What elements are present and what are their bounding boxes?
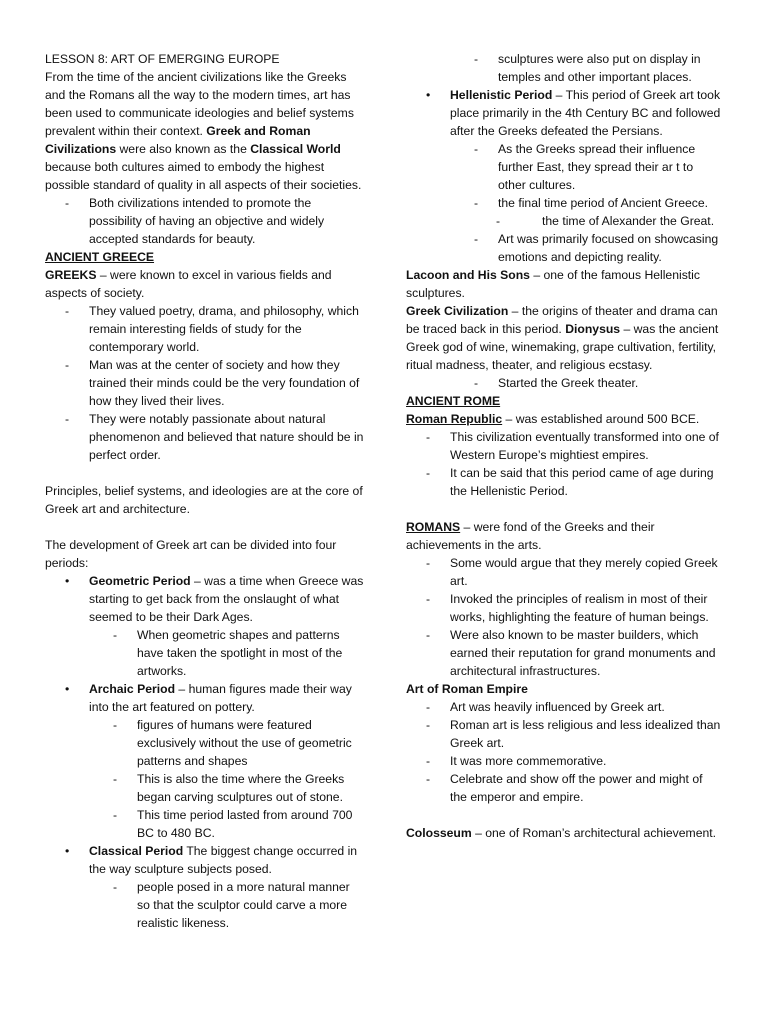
- archaic-period: • Archaic Period – human figures made their way into the art featured on pottery.: [45, 680, 365, 716]
- archaic-point: - This is also the time where the Greeks began carving sculptures out of stone.: [45, 770, 365, 806]
- intro-paragraph: From the time of the ancient civilizations like the Greeks and the Romans all the way to the modern times, art has been used to communicate ideologies and belief systems prevalent within their context. Greek and Roman Civilizations were also known as the Classical World because both cultures aimed to embody the highest possible standard of quality in all aspects of their societies.: [45, 70, 362, 192]
- roman-empire-heading: Art of Roman Empire: [406, 682, 528, 696]
- empire-point: - Roman art is less religious and less idealized than Greek art.: [406, 716, 722, 752]
- romans-definition: ROMANS – were fond of the Greeks and their achievements in the arts.: [406, 520, 655, 552]
- archaic-point: - This time period lasted from around 700 BC to 480 BC.: [45, 806, 365, 842]
- empire-point: - Celebrate and show off the power and might of the emperor and empire.: [406, 770, 722, 806]
- romans-point: - Were also known to be master builders, which earned their reputation for grand monuments and architectural infrastructures.: [406, 626, 722, 680]
- lacoon-definition: Lacoon and His Sons – one of the famous Hellenistic sculptures.: [406, 268, 700, 300]
- ancient-rome-heading: ANCIENT ROME: [406, 394, 501, 408]
- empire-point: - It was more commemorative.: [406, 752, 722, 770]
- republic-point: - It can be said that this period came of age during the Hellenistic Period.: [406, 464, 722, 500]
- classical-point: - sculptures were also put on display in temples and other important places.: [406, 50, 722, 86]
- right-column: [406, 50, 722, 842]
- lesson-title: LESSON 8: ART OF EMERGING EUROPE: [45, 52, 280, 66]
- hellenistic-point: - As the Greeks spread their influence further East, they spread their ar t to other cultures.: [406, 140, 722, 194]
- empire-point: - Art was heavily influenced by Greek art.: [406, 698, 722, 716]
- colosseum-definition: Colosseum – one of Roman’s architectural achievement.: [406, 826, 717, 840]
- greeks-point: - They valued poetry, drama, and philosophy, which remain interesting fields of study for the contemporary world.: [45, 302, 365, 356]
- romans-point: - Invoked the principles of realism in most of their works, highlighting the feature of human beings.: [406, 590, 722, 626]
- greek-civilization-definition: Greek Civilization – the origins of theater and drama can be traced back in this period. Dionysus – was the ancient Greek god of wine, winemaking, grape cultivation, fertility, ritual madness, theater, and religious ecstasy.: [406, 304, 719, 372]
- intro-point: - Both civilizations intended to promote the possibility of having an objective and widely accepted standards for beauty.: [45, 194, 365, 248]
- hellenistic-point: - the final time period of Ancient Greece.: [406, 194, 722, 212]
- left-column: [45, 50, 365, 932]
- archaic-point: - figures of humans were featured exclusively without the use of geometric patterns and shapes: [45, 716, 365, 770]
- romans-point: - Some would argue that they merely copied Greek art.: [406, 554, 722, 590]
- principles-paragraph: Principles, belief systems, and ideologies are at the core of Greek art and architecture.: [45, 484, 363, 516]
- hellenistic-point: - Art was primarily focused on showcasing emotions and depicting reality.: [406, 230, 722, 266]
- geometric-point: - When geometric shapes and patterns have taken the spotlight in most of the artworks.: [45, 626, 365, 680]
- alexander-point: - the time of Alexander the Great.: [406, 212, 722, 230]
- roman-republic-definition: Roman Republic – was established around 500 BCE.: [406, 412, 700, 426]
- hellenistic-period: • Hellenistic Period – This period of Greek art took place primarily in the 4th Century BC and followed after the Greeks defeated the Persians.: [406, 86, 722, 140]
- geometric-period: • Geometric Period – was a time when Greece was starting to get back from the onslaught of what seemed to be their Dark Ages.: [45, 572, 365, 626]
- greeks-point: - Man was at the center of society and how they trained their minds could be the very foundation of how they lived their lives.: [45, 356, 365, 410]
- dionysus-point: - Started the Greek theater.: [406, 374, 722, 392]
- classical-period: • Classical Period The biggest change occurred in the way sculpture subjects posed.: [45, 842, 365, 878]
- greeks-definition: GREEKS – were known to excel in various fields and aspects of society.: [45, 268, 332, 300]
- classical-point: - people posed in a more natural manner so that the sculptor could carve a more realistic likeness.: [45, 878, 365, 932]
- development-paragraph: The development of Greek art can be divided into four periods:: [45, 538, 337, 570]
- republic-point: - This civilization eventually transformed into one of Western Europe’s mightiest empires.: [406, 428, 722, 464]
- ancient-greece-heading: ANCIENT GREECE: [45, 250, 155, 264]
- greeks-point: - They were notably passionate about natural phenomenon and believed that nature should be in perfect order.: [45, 410, 365, 464]
